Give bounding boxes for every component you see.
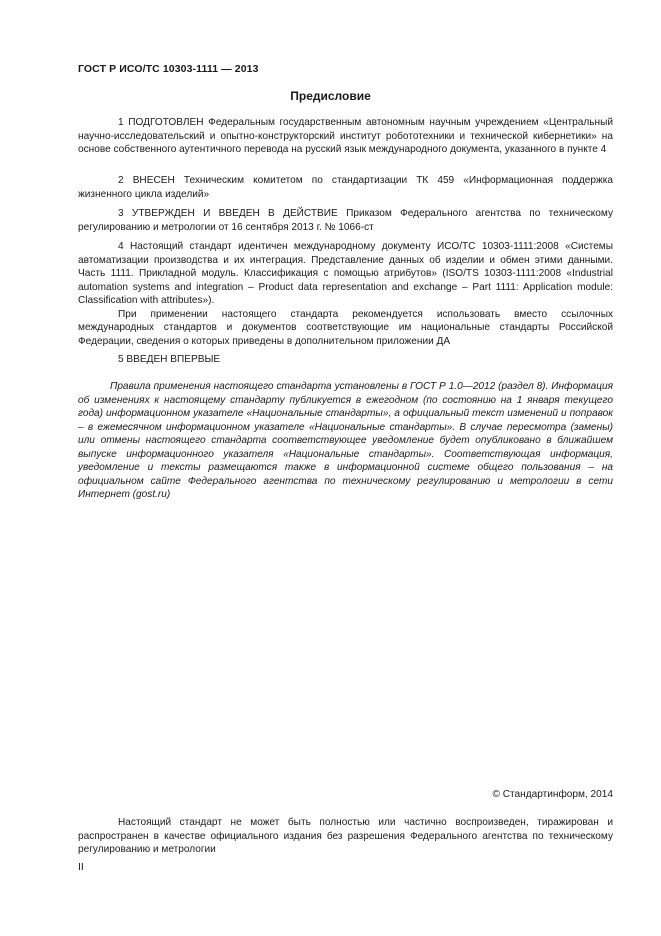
paragraph-prepared: 1 ПОДГОТОВЛЕН Федеральным государственным автономным научным учреждением «Центральный научно-исследовательский и опытно-конструкторский институт робототехники и технической кибернетики» на основе собственного аутентичного перевода на русский язык международного документа, указанного в пункте 4 [78, 117, 613, 155]
page-title: Предисловие [290, 89, 371, 103]
reproduction-notice-text: Настоящий стандарт не может быть полностью или частично воспроизведен, тиражирован и распространен в качестве официального издания без разрешения Федерального агентства по техническому регулированию и метрологии [78, 817, 613, 855]
paragraph-identical: 4 Настоящий стандарт идентичен международному документу ИСО/ТС 10303-1111:2008 «Системы автоматизации производства и их интеграция. Представление данных об изделии и обмен этими данными. Часть 1111. Прикладной модуль. Классификация с помощью атрибутов» (ISO/TS 10303-1111:2008 «Industrial automation systems and integration – Product data representation and exchange – Part 1111: Application module: Classification with attributes»). [78, 241, 613, 306]
rules-notice-text: Правила применения настоящего стандарта установлены в ГОСТ Р 1.0—2012 (раздел 8). Информация об изменениях к настоящему стандарту публикуется в ежегодном (по состоянию на 1 января текущего года) информационном указателе «Национальные стандарты», а официальный текст изменений и поправок – в ежемесячном информационном указателе «Национальные стандарты». В случае пересмотра (замены) или отмены настоящего стандарта соответствующее уведомление будет опубликовано в ближайшем выпуске информационного указателя «Национальные стандарты». Соответствующая информация, уведомление и тексты размещаются также в информационной системе общего пользования – на официальном сайте Федерального агентства по техническому регулированию и метрологии в сети Интернет (gost.ru) [78, 381, 613, 500]
paragraph-submitted: 2 ВНЕСЕН Техническим комитетом по стандартизации ТК 459 «Информационная поддержка жизненного цикла изделий» [78, 175, 613, 200]
copyright-line: © Стандартинформ, 2014 [492, 789, 613, 800]
rules-notice [78, 380, 613, 502]
preface-item-2 [78, 174, 613, 201]
document-header: ГОСТ Р ИСО/ТС 10303-1111 — 2013 [78, 63, 259, 75]
preface-item-4 [78, 240, 613, 348]
reproduction-notice [78, 816, 613, 857]
paragraph-introduced: 5 ВВЕДЕН ВПЕРВЫЕ [118, 354, 221, 365]
paragraph-application: При применении настоящего стандарта рекомендуется использовать вместо ссылочных международных стандартов и документов соответствующие им национальные стандарты Российской Федерации, сведения о которых приведены в дополнительном приложении ДА [78, 308, 613, 347]
paragraph-approved: 3 УТВЕРЖДЕН И ВВЕДЕН В ДЕЙСТВИЕ Приказом Федерального агентства по техническому регулированию и метрологии от 16 сентября 2013 г. № 1066-ст [78, 208, 613, 233]
preface-item-5 [78, 353, 613, 367]
page-number: II [78, 861, 84, 873]
preface-item-3 [78, 207, 613, 234]
preface-item-1 [78, 116, 613, 157]
